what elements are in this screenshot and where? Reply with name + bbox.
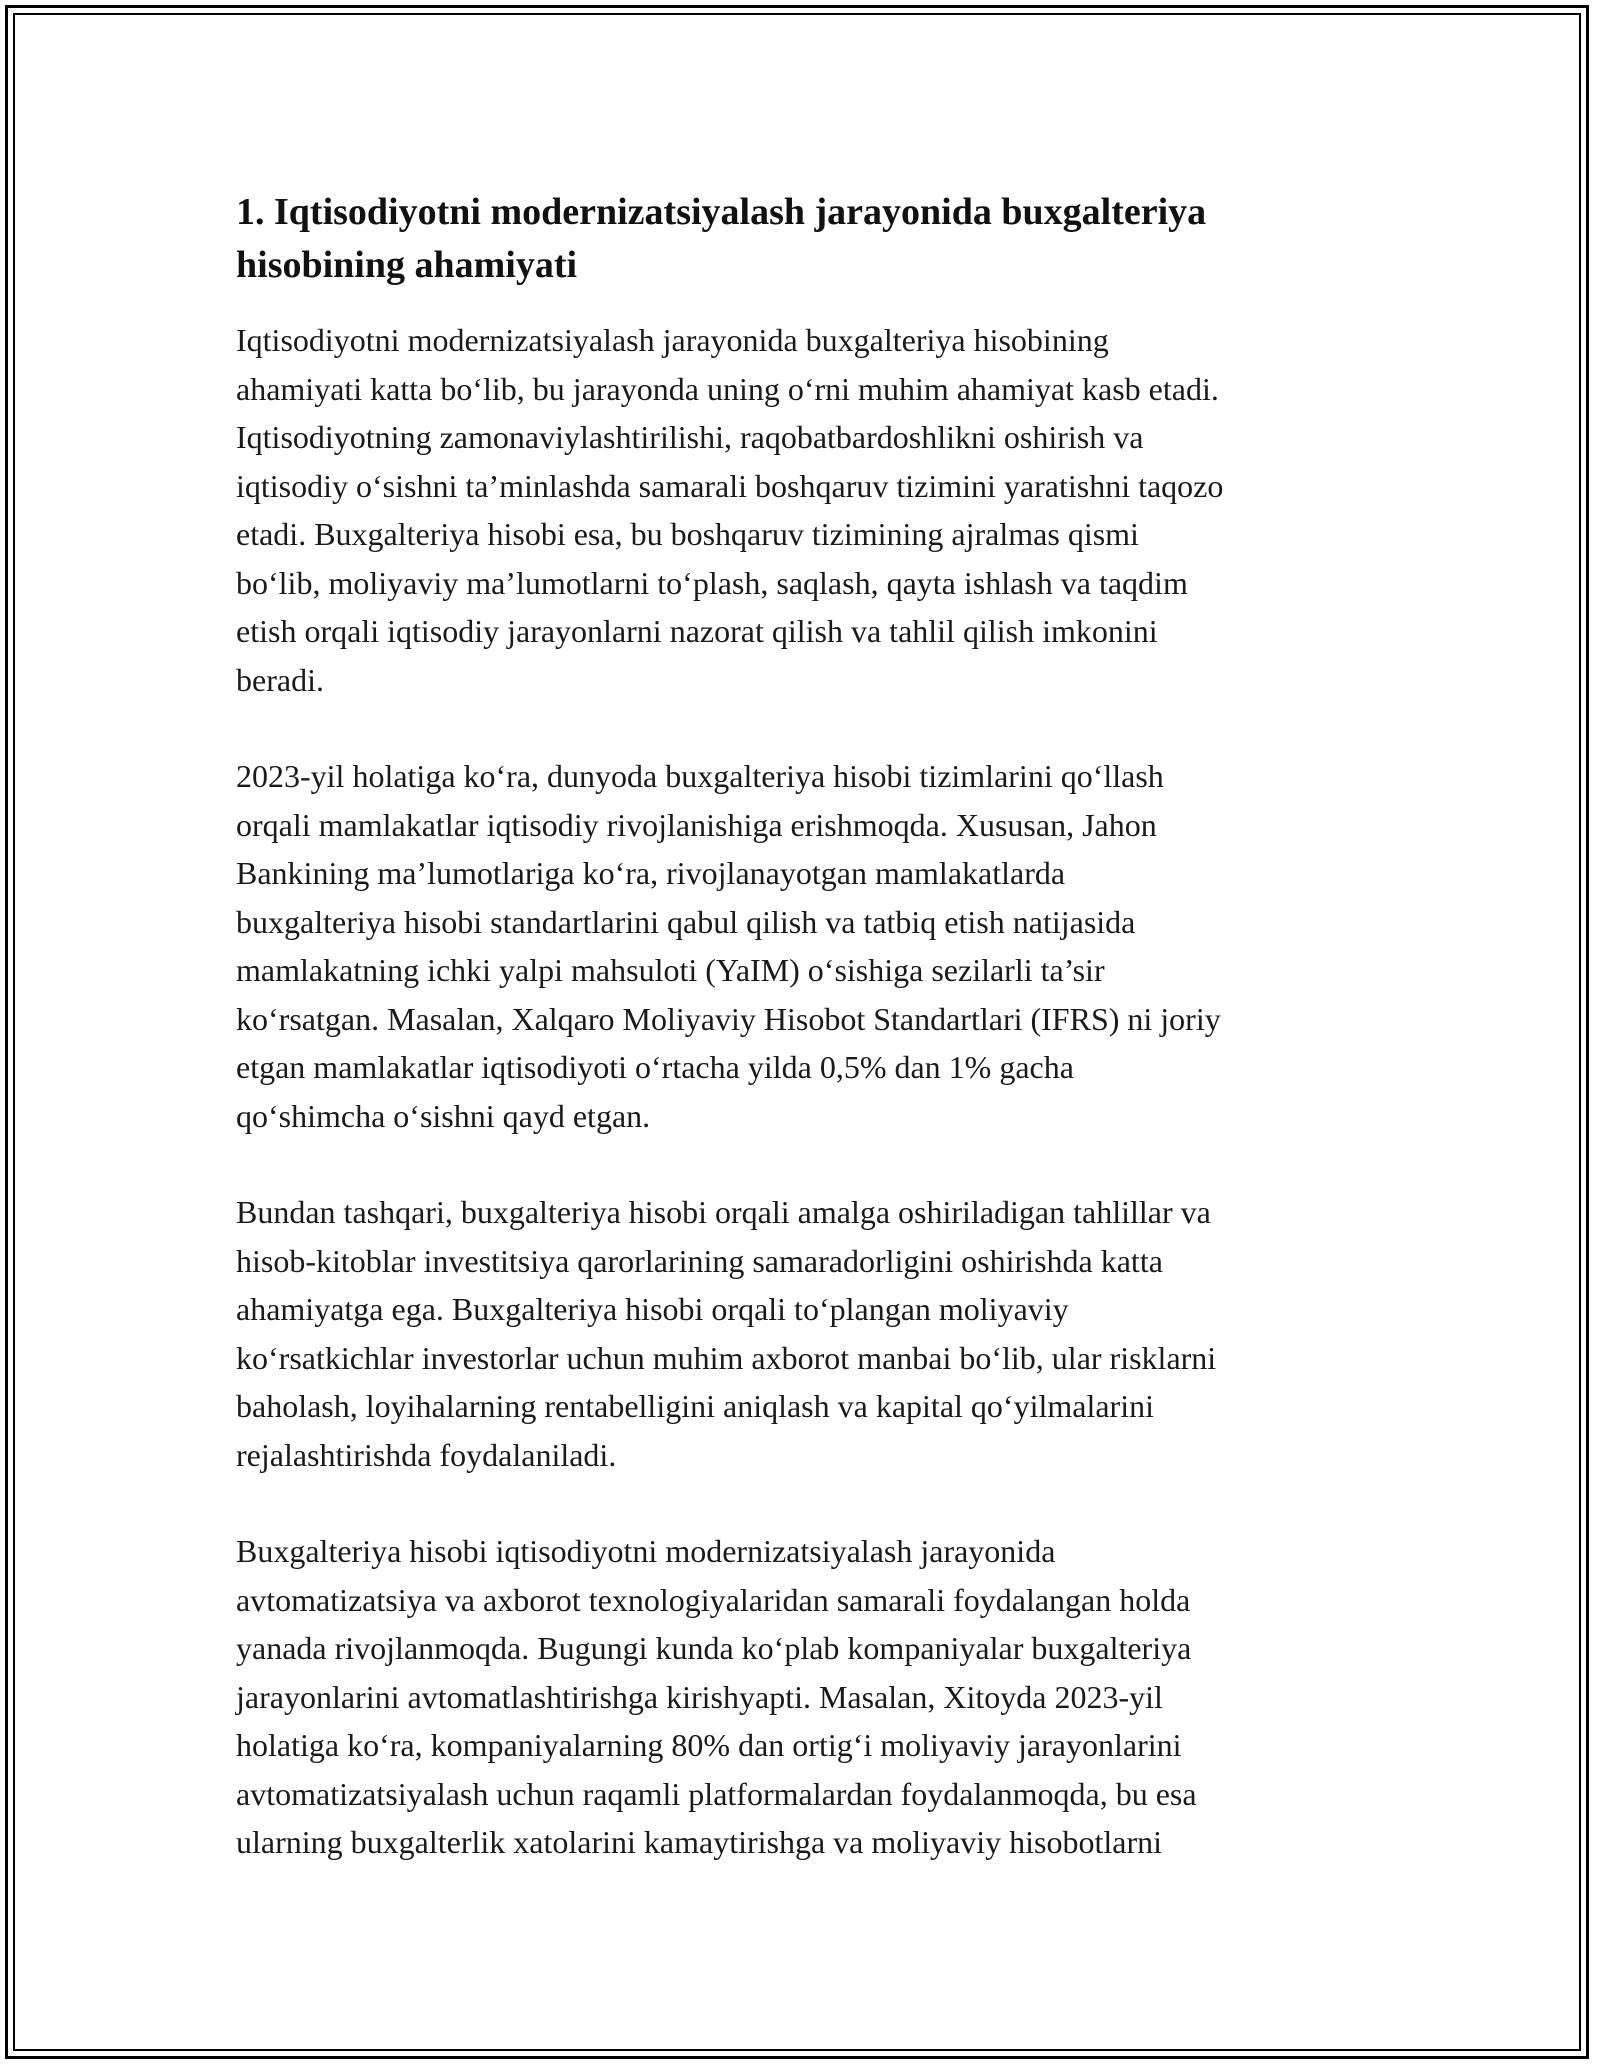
paragraph-3: Bundan tashqari, buxgalteriya hisobi orqali amalga oshiriladigan tahlillar va hisob-kitoblar investitsiya qarorlarining samaradorligini oshirishda katta ahamiyatga ega. Buxgalteriya hisobi orqali to‘plangan moliyaviy ko‘rsatkichlar investorlar uchun muhim axborot manbai bo‘lib, ular risklarni baholash, loyihalarning rentabelligini aniqlash va kapital qo‘yilmalarini rejalashtirishda foydalaniladi. xyxy=(236,1194,1217,1473)
paragraph-1: Iqtisodiyotni modernizatsiyalash jarayonida buxgalteriya hisobining ahamiyati katta bo‘lib, bu jarayonda uning o‘rni muhim ahamiyat kasb etadi. Iqtisodiyotning zamonaviylashtirilishi, raqobatbardoshlikni oshirish va iqtisodiy o‘sishni ta’minlashda samarali boshqaruv tizimini yaratishni taqozo etadi. Buxgalteriya hisobi esa, bu boshqaruv tizimining ajralmas qismi bo‘lib, moliyaviy ma’lumotlarni to‘plash, saqlash, qayta ishlash va taqdim etish orqali iqtisodiy jarayonlarni nazorat qilish va tahlil qilish imkonini beradi. xyxy=(236,322,1224,698)
paragraph-2: 2023-yil holatiga ko‘ra, dunyoda buxgalteriya hisobi tizimlarini qo‘llash orqali mamlakatlar iqtisodiy rivojlanishiga erishmoqda. Xususan, Jahon Bankining ma’lumotlariga ko‘ra, rivojlanayotgan mamlakatlarda buxgalteriya hisobi standartlarini qabul qilish va tatbiq etish natijasida mamlakatning ichki yalpi mahsuloti (YaIM) o‘sishiga sezilarli ta’sir ko‘rsatgan. Masalan, Xalqaro Moliyaviy Hisobot Standartlari (IFRS) ni joriy etgan mamlakatlar iqtisodiyoti o‘rtacha yilda 0,5% dan 1% gacha qo‘shimcha o‘sishni qayd etgan. xyxy=(236,758,1221,1134)
document-body xyxy=(236,186,1376,1915)
section-heading: 1. Iqtisodiyotni modernizatsiyalash jarayonida buxgalteriya hisobining ahamiyati xyxy=(236,191,1207,286)
paragraph-4: Buxgalteriya hisobi iqtisodiyotni modernizatsiyalash jarayonida avtomatizatsiya va axborot texnologiyalaridan samarali foydalangan holda yanada rivojlanmoqda. Bugungi kunda ko‘plab kompaniyalar buxgalteriya jarayonlarini avtomatlashtirishga kirishyapti. Masalan, Xitoyda 2023-yil holatiga ko‘ra, kompaniyalarning 80% dan ortig‘i moliyaviy jarayonlarini avtomatizatsiyalash uchun raqamli platformalardan foydalanmoqda, bu esa ularning buxgalterlik xatolarini kamaytirishga va moliyaviy hisobotlarni xyxy=(236,1533,1197,1860)
